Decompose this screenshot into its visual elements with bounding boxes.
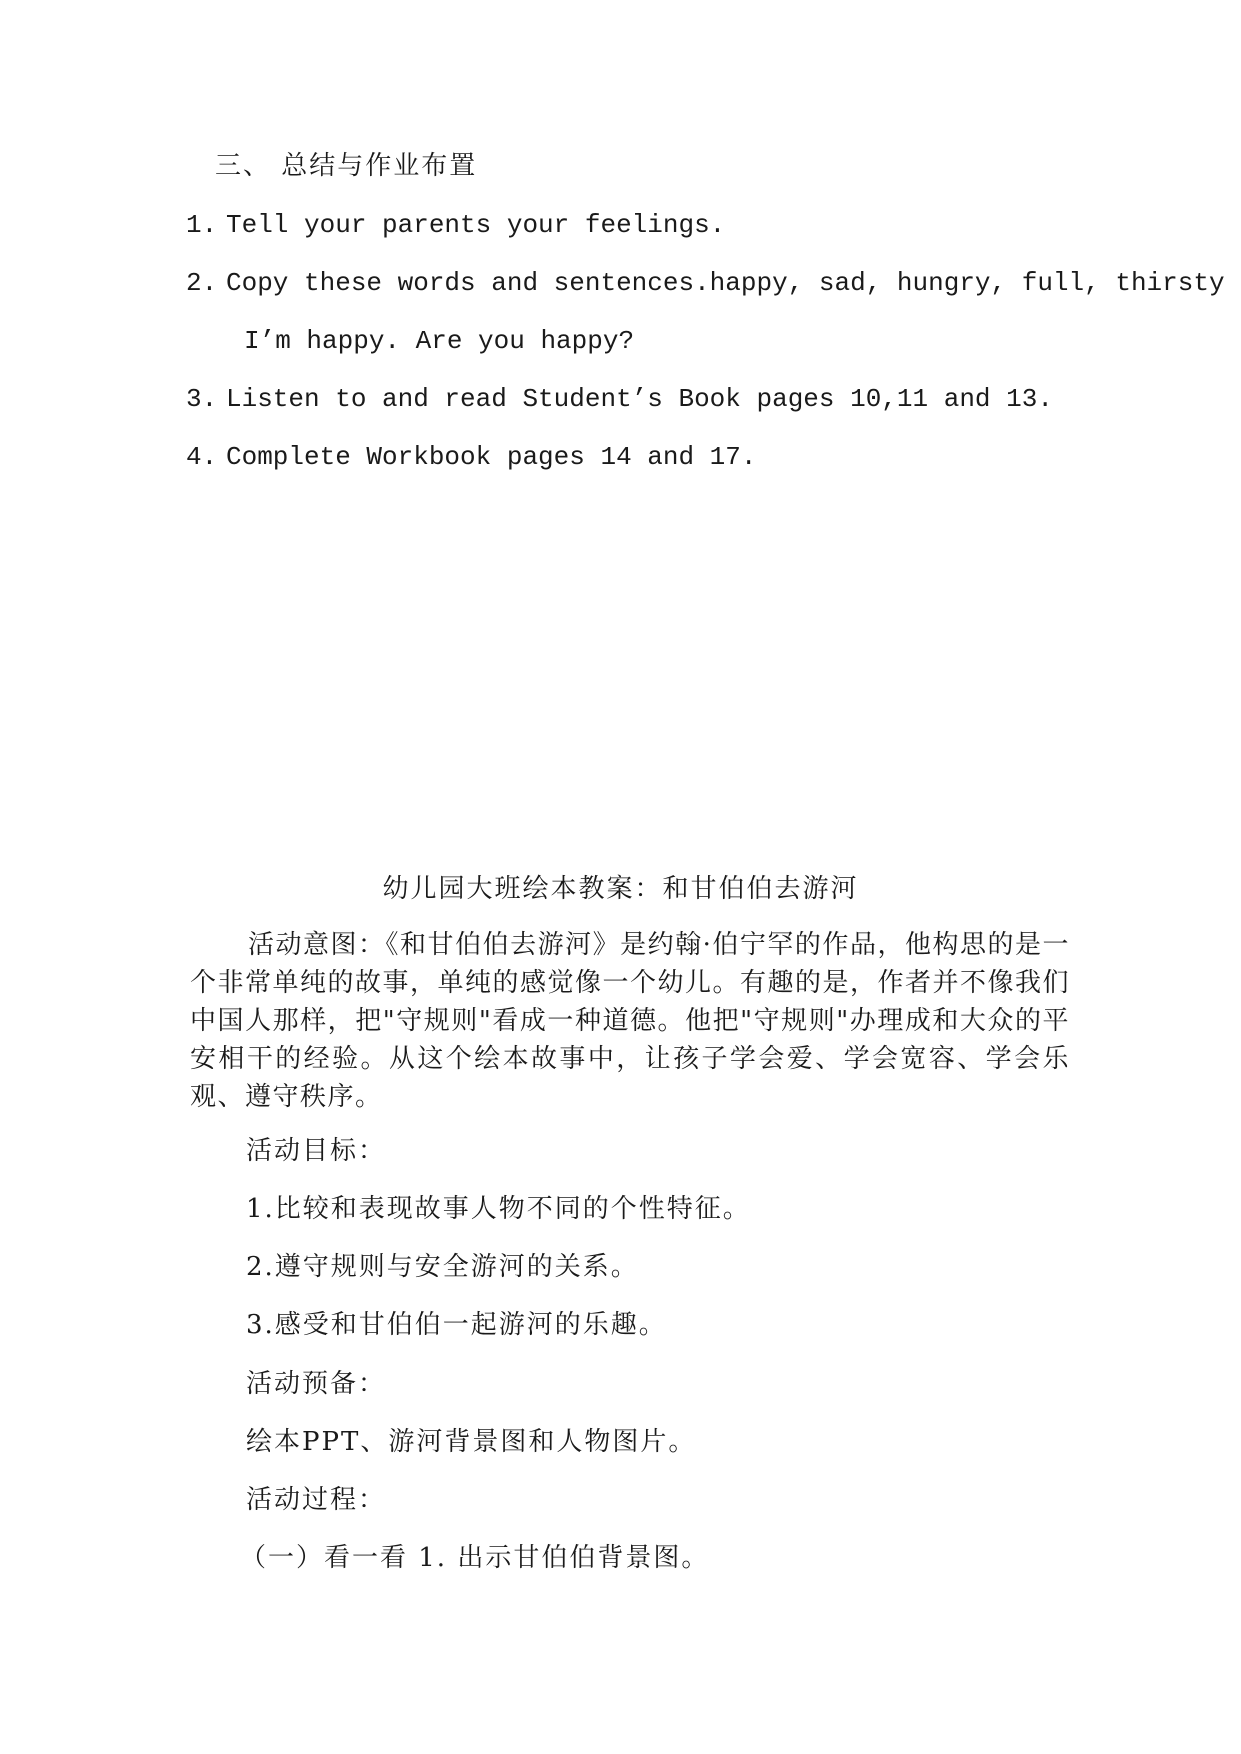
item-text: I’m happy. Are you happy? [244, 326, 635, 356]
activity-intent-paragraph: 活动意图：《和甘伯伯去游河》是约翰·伯宁罕的作品，他构思的是一个非常单纯的故事，单纯的感觉像一个幼儿。有趣的是，作者并不像我们中国人那样，把"守规则"看成一种道德。他把"守规则"办理成和大众的平安相干的经验。从这个绘本故事中，让孩子学会爱、学会宽容、学会乐观、遵守秩序。 [190, 930, 1071, 1112]
homework-item-2 [186, 270, 1225, 296]
item-number: 4. [186, 442, 218, 472]
section-heading: 三、 总结与作业布置 [215, 151, 478, 181]
item-number: 1. [186, 210, 218, 240]
process-step-1: （一）看一看 1. 出示甘伯伯背景图。 [240, 1543, 710, 1573]
homework-item-4 [186, 444, 757, 470]
prep-heading: 活动预备： [246, 1369, 387, 1399]
item-number: 2. [186, 268, 218, 298]
goal-item-3: 3.感受和甘伯伯一起游河的乐趣。 [246, 1310, 667, 1340]
goal-item-2: 2.遵守规则与安全游河的关系。 [246, 1252, 639, 1282]
item-text: Copy these words and sentences.happy, sad, hungry, full, thirsty [226, 268, 1225, 298]
goal-item-1: 1.比较和表现故事人物不同的个性特征。 [246, 1194, 751, 1224]
item-number: 3. [186, 384, 218, 414]
item-text: Complete Workbook pages 14 and 17. [226, 442, 757, 472]
homework-item-3 [186, 386, 1053, 412]
process-heading: 活动过程： [246, 1485, 387, 1515]
lesson-title: 幼儿园大班绘本教案：和甘伯伯去游河 [382, 874, 859, 904]
item-text: Tell your parents your feelings. [226, 210, 726, 240]
homework-item-1 [186, 212, 725, 238]
item-text: Listen to and read Student’s Book pages 10,11 and 13. [226, 384, 1053, 414]
goals-heading: 活动目标： [246, 1136, 387, 1166]
prep-text: 绘本PPT、游河背景图和人物图片。 [246, 1427, 697, 1457]
homework-item-2-continuation [244, 328, 634, 354]
